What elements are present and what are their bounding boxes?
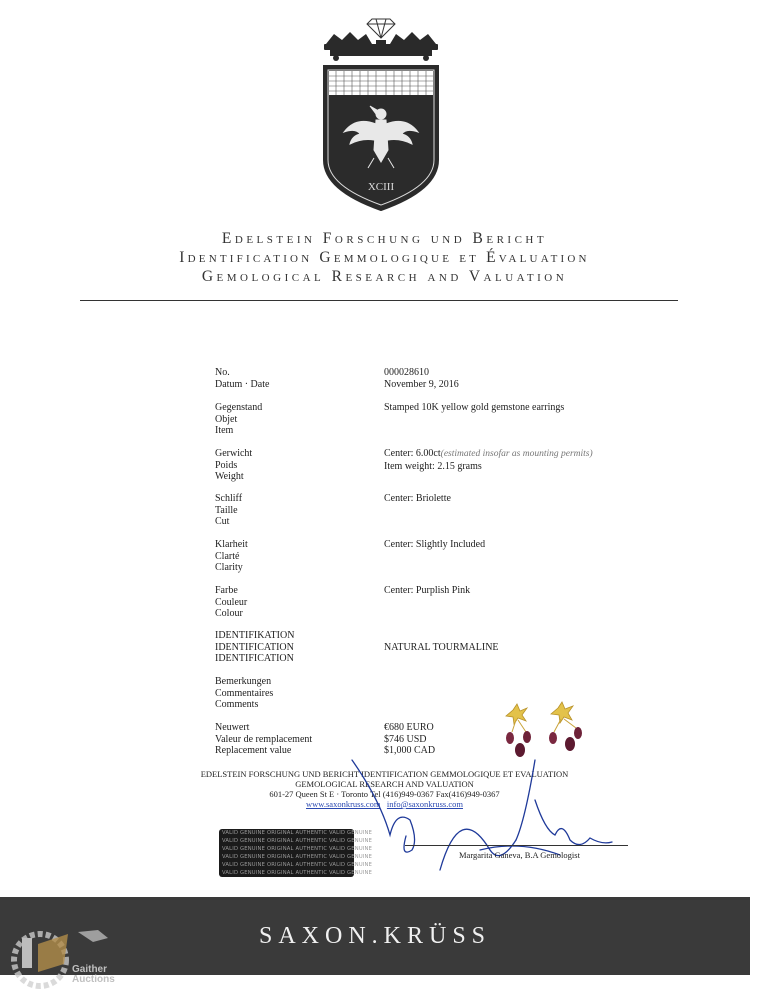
brand-name: SAXON.KRÜSS xyxy=(258,923,492,949)
hologram-row: VALID GENUINE ORIGINAL AUTHENTIC VALID GENUINE xyxy=(222,862,373,868)
value-usd: $746 USD xyxy=(384,733,427,745)
field-number-labels xyxy=(215,367,269,390)
field-colour-labels xyxy=(215,585,247,620)
email-link[interactable]: info@saxonkruss.com xyxy=(386,799,463,809)
label-valeur: Valeur de remplacement xyxy=(215,733,313,745)
field-value-labels xyxy=(215,722,312,757)
field-clarity-values xyxy=(384,539,485,551)
label-farbe: Farbe xyxy=(215,585,238,596)
label-clarte: Clarté xyxy=(215,550,240,562)
field-comments-labels xyxy=(215,676,273,711)
label-item: Item xyxy=(215,425,234,436)
title-french: Identification Gemmologique et Évaluation xyxy=(179,249,590,266)
hologram-row: VALID GENUINE ORIGINAL AUTHENTIC VALID GENUINE xyxy=(222,838,373,844)
field-number-values xyxy=(384,367,459,390)
label-clarity: Clarity xyxy=(215,562,243,573)
crest-numeral: XCIII xyxy=(367,181,395,193)
label-commentaires: Commentaires xyxy=(215,687,274,699)
footer-company: EDELSTEIN FORSCHUNG UND BERICHT IDENTIFICATION GEMMOLOGIQUE ET EVALUATION xyxy=(200,769,569,779)
field-item-labels xyxy=(215,402,262,437)
label-klarheit: Klarheit xyxy=(215,539,248,550)
value-cad: $1,000 CAD xyxy=(384,745,436,756)
value-clarity: Center: Slightly Included xyxy=(384,539,486,550)
value-date: November 9, 2016 xyxy=(384,378,459,390)
field-colour-values xyxy=(384,585,470,597)
label-no: No. xyxy=(215,367,230,378)
label-objet: Objet xyxy=(215,413,238,425)
title-german: Edelstein Forschung und Bericht xyxy=(221,230,548,247)
field-weight-values xyxy=(384,448,593,472)
label-colour: Colour xyxy=(215,608,243,619)
field-identification-labels xyxy=(215,630,294,665)
signer-name: Margarita Ganeva, B.A Gemologist xyxy=(459,850,580,860)
value-cut: Center: Briolette xyxy=(384,493,451,504)
header-divider xyxy=(80,300,678,301)
label-cut: Cut xyxy=(215,516,230,527)
value-euro: €680 EURO xyxy=(384,722,434,733)
label-schliff: Schliff xyxy=(215,493,243,504)
label-comments: Comments xyxy=(215,699,259,710)
label-gerwicht: Gerwicht xyxy=(215,448,253,459)
value-weight-note: (estimated insofar as mounting permits) xyxy=(440,449,593,459)
label-taille: Taille xyxy=(215,504,238,516)
hologram-row: VALID GENUINE ORIGINAL AUTHENTIC VALID GENUINE xyxy=(222,830,373,836)
label-identification-fr: IDENTIFICATION xyxy=(215,641,294,653)
field-identification-values xyxy=(384,642,499,654)
hologram-row: VALID GENUINE ORIGINAL AUTHENTIC VALID GENUINE xyxy=(222,846,373,852)
label-gegenstand: Gegenstand xyxy=(215,402,263,413)
label-neuwert: Neuwert xyxy=(215,722,250,733)
field-clarity-labels xyxy=(215,539,248,574)
field-cut-values xyxy=(384,493,451,505)
value-center-weight: Center: 6.00ct xyxy=(384,448,441,459)
label-bemerkungen: Bemerkungen xyxy=(215,676,272,687)
signature-line xyxy=(405,845,628,846)
label-weight: Weight xyxy=(215,471,244,482)
label-couleur: Couleur xyxy=(215,596,248,608)
field-cut-labels xyxy=(215,493,242,528)
watermark-line2: Auctions xyxy=(72,974,115,985)
footer-company-en: GEMOLOGICAL RESEARCH AND VALUATION xyxy=(295,779,474,789)
diamond-icon xyxy=(367,19,395,38)
hologram-sticker xyxy=(219,829,373,877)
watermark-line1: Gaither xyxy=(72,964,108,975)
label-poids: Poids xyxy=(215,459,238,471)
footer-address: 601-27 Queen St E · Toronto Tel (416)949-0367 Fax(416)949-0367 xyxy=(269,789,500,799)
crest-emblem xyxy=(316,10,446,215)
title-english: Gemological Research and Valuation xyxy=(201,268,568,285)
value-item-weight: Item weight: 2.15 grams xyxy=(384,460,482,472)
hologram-row: VALID GENUINE ORIGINAL AUTHENTIC VALID GENUINE xyxy=(222,870,373,876)
label-identifikation: IDENTIFIKATION xyxy=(215,630,295,641)
hologram-row: VALID GENUINE ORIGINAL AUTHENTIC VALID GENUINE xyxy=(222,854,373,860)
label-date: Datum · Date xyxy=(215,378,270,390)
watermark-text xyxy=(72,965,115,985)
website-link[interactable]: www.saxonkruss.com xyxy=(306,799,381,809)
value-identification: NATURAL TOURMALINE xyxy=(384,642,499,653)
value-item: Stamped 10K yellow gold gemstone earrings xyxy=(384,402,565,413)
value-colour: Center: Purplish Pink xyxy=(384,585,471,596)
label-replacement-value: Replacement value xyxy=(215,745,292,756)
field-weight-labels xyxy=(215,448,252,483)
field-item-values xyxy=(384,402,564,414)
label-identification-en: IDENTIFICATION xyxy=(215,653,294,664)
value-report-number: 000028610 xyxy=(384,367,429,378)
